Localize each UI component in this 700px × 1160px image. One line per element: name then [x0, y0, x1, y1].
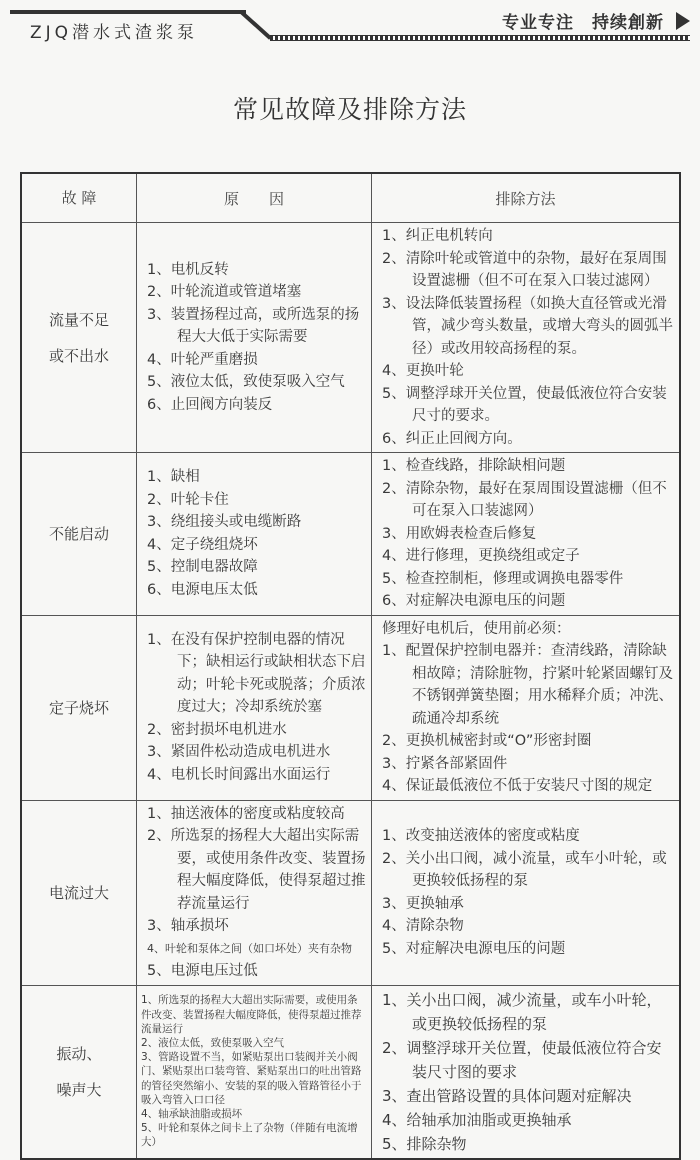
cause-item: 2、叶轮卡住	[147, 491, 229, 508]
cause-item: 5、电源电压过低	[147, 963, 258, 979]
remedy-item: 4、进行修理，更换绕组或定子	[382, 548, 580, 564]
remedy-item: 6、纠正止回阀方向。	[382, 430, 522, 447]
table-row	[21, 223, 680, 453]
cause-item: 3、紧固件松动造成电机进水	[147, 744, 331, 761]
cause-item: 4、轴承缺油脂或损坏	[141, 1108, 243, 1120]
fault-cell	[21, 223, 137, 453]
fault-label: 电流过大	[48, 883, 109, 902]
remedy-intro: 修理好电机后，使用前必须：	[382, 620, 571, 637]
remedy-item: 1、纠正电机转向	[382, 228, 493, 244]
cause-item: 2、液位太低，致使泵吸入空气	[141, 1036, 285, 1049]
remedy-cell	[372, 985, 681, 1159]
fault-label: 定子烧坏	[48, 698, 109, 717]
cause-item: 6、电源电压太低	[147, 581, 258, 598]
cause-item: 2、叶轮流道或管道堵塞	[147, 284, 302, 301]
remedy-item: 5、排除杂物	[382, 1134, 467, 1153]
remedy-item: 3、更换轴承	[382, 895, 464, 912]
remedy-item: 2、清除叶轮或管道中的杂物，最好在泵周围设置滤栅（但不可在泵入口装过滤网）	[382, 250, 667, 289]
cause-cell	[137, 615, 372, 800]
cause-item: 6、止回阀方向装反	[147, 396, 273, 413]
cause-cell	[137, 800, 372, 985]
cause-item: 1、所选泵的扬程大大超出实际需要，或使用条件改变、装置扬程大幅度降低，使得泵超过推荐流量运行	[141, 994, 362, 1035]
header-rule-diagonal	[239, 10, 271, 40]
remedy-item: 1、检查线路，排除缺相问题	[382, 458, 566, 474]
cause-item: 3、绕组接头或电缆断路	[147, 514, 302, 531]
cause-item: 5、叶轮和泵体之间卡上了杂物（伴随有电流增大）	[141, 1122, 358, 1149]
remedy-item: 5、对症解决电源电压的问题	[382, 940, 566, 957]
fault-cell	[21, 615, 137, 800]
remedy-item: 1、改变抽送液体的密度或粘度	[382, 828, 580, 844]
arrow-icon	[676, 12, 690, 30]
remedy-item: 1、配置保护控制电器并：查清线路，清除缺相故障；清除脏物，拧紧叶轮紧固螺钉及不锈钢弹簧垫圈；用水稀释介质；冲洗、疏通冷却系统	[382, 643, 673, 727]
remedy-cell	[372, 800, 681, 985]
cause-item: 4、电机长时间露出水面运行	[147, 766, 331, 783]
table-row	[21, 800, 680, 985]
cause-item: 1、抽送液体的密度或粘度较高	[147, 805, 345, 822]
header-remedy: 排除方法	[372, 173, 681, 223]
cause-item: 3、管路设置不当，如紧贴泵出口装阀并关小阀门、紧贴泵出口装弯管、紧贴泵出口的吐出管路的管径突然缩小、安装的泵的吸入管路管径小于吸入弯管入口口径	[141, 1051, 362, 1106]
cause-item: 1、在没有保护控制电器的情况下；缺相运行或缺相状态下启动；叶轮卡死或脱落；介质浓度过大；冷却系统於塞	[147, 631, 366, 716]
table-row	[21, 985, 680, 1159]
cause-item: 4、叶轮严重磨损	[147, 351, 258, 368]
remedy-item: 4、更换叶轮	[382, 363, 464, 379]
cause-item: 2、所选泵的扬程大大超出实际需要，或使用条件改变、装置扬程大幅度降低，使得泵超过推荐流量运行	[147, 828, 366, 912]
fault-cell	[21, 985, 137, 1159]
remedy-item: 3、用欧姆表检查后修复	[382, 525, 537, 542]
remedy-cell	[372, 223, 681, 453]
slogan: 专业专注 持续創新	[502, 13, 664, 33]
fault-label: 不能启动	[48, 524, 109, 543]
remedy-item: 2、调整浮球开关位置，使最低液位符合安装尺寸图的要求	[382, 1038, 662, 1081]
cause-cell	[137, 223, 372, 453]
remedy-cell	[372, 615, 681, 800]
remedy-item: 5、检查控制柜，修理或调换电器零件	[382, 570, 624, 587]
remedy-item: 2、更换机械密封或“O”形密封圈	[382, 733, 592, 749]
table-header-row	[21, 173, 680, 223]
page-title: 常见故障及排除方法	[232, 95, 467, 124]
remedy-item: 6、对症解决电源电压的问题	[382, 593, 566, 609]
brand-title: ZJQ潜水式渣浆泵	[30, 23, 199, 43]
remedy-item: 3、拧紧各部紧固件	[382, 755, 508, 772]
remedy-item: 5、调整浮球开关位置，使最低液位符合安装尺寸的要求。	[382, 385, 667, 424]
cause-cell	[137, 985, 372, 1159]
fault-cell	[21, 800, 137, 985]
cause-item: 2、密封损坏电机进水	[147, 721, 287, 738]
cause-item: 5、液位太低，致使泵吸入空气	[147, 374, 345, 391]
remedy-cell	[372, 453, 681, 616]
cause-item: 4、定子绕组烧坏	[147, 536, 258, 553]
remedy-item: 2、清除杂物，最好在泵周围设置滤栅（但不可在泵入口装滤网）	[382, 480, 667, 519]
fault-label: 或不出水	[48, 346, 109, 365]
header-dotted-rule	[270, 35, 690, 41]
header-rule	[10, 10, 246, 14]
fault-label: 振动、	[56, 1044, 102, 1063]
remedy-item: 4、清除杂物	[382, 918, 464, 934]
cause-item: 1、缺相	[147, 469, 200, 486]
header-fault: 故 障	[21, 173, 137, 223]
remedy-item: 4、保证最低液位不低于安装尺寸图的规定	[382, 778, 653, 794]
table-row	[21, 453, 680, 616]
header-cause: 原 因	[137, 173, 372, 223]
table-row	[21, 615, 680, 800]
cause-item: 1、电机反转	[147, 261, 229, 278]
fault-cell	[21, 453, 137, 616]
troubleshooting-table	[20, 172, 681, 1160]
remedy-item: 1、关小出口阀，减少流量，或车小叶轮，或更换较低扬程的泵	[382, 990, 662, 1033]
cause-item: 3、装置扬程过高，或所选泵的扬程大大低于实际需要	[147, 306, 360, 346]
cause-cell	[137, 453, 372, 616]
remedy-item: 4、给轴承加油脂或更换轴承	[382, 1110, 572, 1129]
remedy-item: 2、关小出口阀，减小流量，或车小叶轮，或更换较低扬程的泵	[382, 850, 667, 889]
remedy-item: 3、设法降低装置扬程（如换大直径管或光滑管，减少弯头数量，或增大弯头的圆弧半径）或改用较高扬程的泵。	[382, 295, 673, 357]
remedy-item: 3、查出管路设置的具体问题对症解决	[382, 1086, 632, 1105]
cause-item: 4、叶轮和泵体之间（如口坏处）夹有杂物	[147, 941, 352, 955]
cause-item: 5、控制电器故障	[147, 559, 258, 576]
cause-item: 3、轴承损坏	[147, 918, 229, 934]
fault-label: 噪声大	[56, 1080, 102, 1099]
fault-label: 流量不足	[48, 310, 109, 329]
